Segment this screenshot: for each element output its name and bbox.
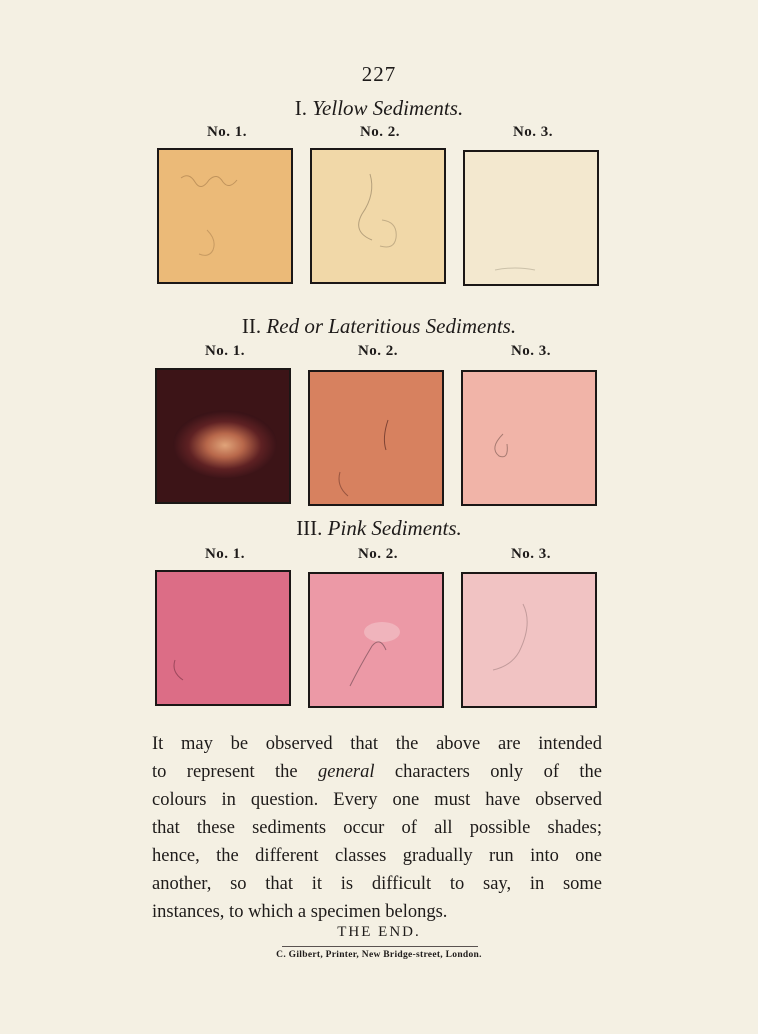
red-sediment-swatch-2 xyxy=(308,370,444,506)
sample-label: No. 3. xyxy=(512,124,554,140)
yellow-sediment-swatch-3 xyxy=(463,150,599,286)
paragraph-line: instances, to which a specimen belongs. xyxy=(152,902,448,922)
paragraph-line: colours in question. Every one must have observed xyxy=(152,790,602,810)
paragraph-line: hence, the different classes gradually run into one xyxy=(152,846,602,866)
section-name: Pink Sediments. xyxy=(327,516,462,540)
paragraph-text: characters only of the xyxy=(374,762,602,782)
paragraph-line xyxy=(152,758,602,786)
paragraph-emphasis: general xyxy=(318,762,375,782)
pink-sediment-swatch-1 xyxy=(155,570,291,706)
paragraph-text: to represent the xyxy=(152,762,318,782)
sample-label: No. 1. xyxy=(204,546,246,562)
sample-label: No. 3. xyxy=(510,343,552,359)
red-sediment-swatch-3 xyxy=(461,370,597,506)
sample-label: No. 3. xyxy=(510,546,552,562)
paragraph-line: another, so that it is difficult to say, in some xyxy=(152,874,602,894)
section-title-pink xyxy=(0,516,758,541)
section-name: Red or Lateritious Sediments. xyxy=(266,314,517,338)
section-title-red xyxy=(0,314,758,339)
closing-paragraph xyxy=(152,730,602,926)
the-end-heading: THE END. xyxy=(337,924,421,940)
section-numeral: I. xyxy=(294,96,308,120)
sample-label: No. 2. xyxy=(359,124,401,140)
paragraph-line: It may be observed that the above are intended xyxy=(152,734,602,754)
page-number: 227 xyxy=(361,62,397,86)
section-name: Yellow Sediments. xyxy=(312,96,464,120)
yellow-sediment-swatch-2 xyxy=(310,148,446,284)
divider xyxy=(282,946,478,947)
section-numeral: III. xyxy=(296,516,323,540)
sample-label: No. 2. xyxy=(357,343,399,359)
paragraph-line: that these sediments occur of all possible shades; xyxy=(152,818,602,838)
sample-label: No. 2. xyxy=(357,546,399,562)
printer-imprint: C. Gilbert, Printer, New Bridge-street, London. xyxy=(276,950,482,960)
pink-sediment-swatch-2 xyxy=(308,572,444,708)
sample-label: No. 1. xyxy=(206,124,248,140)
yellow-sediment-swatch-1 xyxy=(157,148,293,284)
sample-label: No. 1. xyxy=(204,343,246,359)
section-title-yellow xyxy=(0,96,758,121)
section-numeral: II. xyxy=(241,314,262,338)
pink-sediment-swatch-3 xyxy=(461,572,597,708)
red-sediment-swatch-1 xyxy=(155,368,291,504)
